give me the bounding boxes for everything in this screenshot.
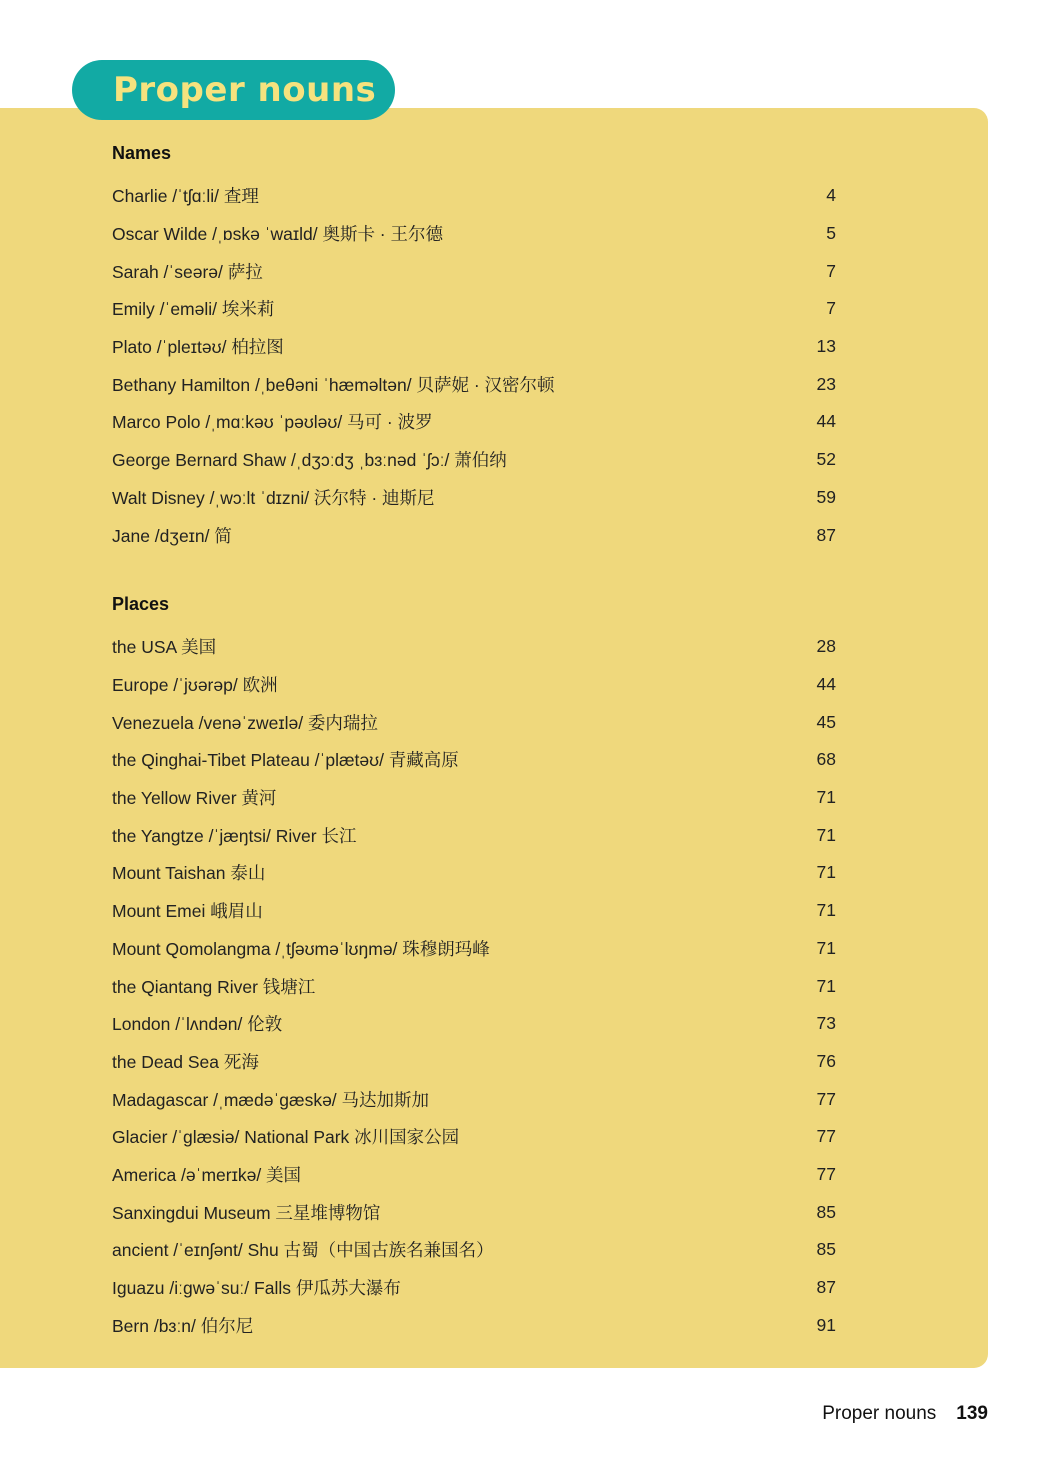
- index-entry: [112, 215, 836, 253]
- index-entry: [112, 479, 836, 517]
- index-entry: [112, 441, 836, 479]
- entry-text: Bern /bɜːn/ 伯尔尼: [112, 1315, 254, 1336]
- entry-text: Sanxingdui Museum 三星堆博物馆: [112, 1202, 381, 1223]
- index-entry: [112, 1156, 836, 1194]
- index-entry: [112, 741, 836, 779]
- index-entry: [112, 666, 836, 704]
- entry-text: the Yellow River 黄河: [112, 788, 277, 809]
- entry-text: Bethany Hamilton /ˌbeθəni ˈhæməltən/ 贝萨妮 · 汉密尔顿: [112, 374, 555, 395]
- index-entry: [112, 403, 836, 441]
- entry-text: Glacier /ˈɡlæsiə/ National Park 冰川国家公园: [112, 1127, 460, 1148]
- entry-text: the Qiantang River 钱塘江: [112, 976, 316, 997]
- index-entry: [112, 328, 836, 366]
- entry-text: the USA 美国: [112, 637, 217, 658]
- names-section: [112, 139, 836, 554]
- entry-page-number: 13: [816, 336, 836, 357]
- entry-page-number: 59: [816, 486, 836, 507]
- names-list: [112, 177, 836, 554]
- names-heading: Names: [112, 143, 172, 163]
- index-entry: [112, 365, 836, 403]
- entry-text: Iguazu /iːɡwəˈsuː/ Falls 伊瓜苏大瀑布: [112, 1278, 401, 1299]
- index-entry: [112, 1306, 836, 1344]
- entry-text: Plato /ˈpleɪtəʊ/ 柏拉图: [112, 337, 284, 358]
- entry-page-number: 4: [826, 185, 836, 206]
- entry-text: Emily /ˈeməli/ 埃米莉: [112, 299, 275, 320]
- entry-page-number: 23: [816, 373, 836, 394]
- index-entry: [112, 854, 836, 892]
- footer-label: Proper nouns: [822, 1403, 937, 1424]
- entry-page-number: 44: [816, 674, 836, 695]
- entry-text: ancient /ˈeɪnʃənt/ Shu 古蜀（中国古族名兼国名）: [112, 1240, 494, 1261]
- entry-text: Europe /ˈjʊərəp/ 欧洲: [112, 675, 278, 696]
- page-title: Proper nouns: [72, 60, 395, 120]
- entry-page-number: 85: [816, 1239, 836, 1260]
- entry-text: George Bernard Shaw /ˌdʒɔːdʒ ˌbɜːnəd ˈʃɔː/ 萧伯纳: [112, 450, 507, 471]
- entry-text: Marco Polo /ˌmɑːkəʊ ˈpəʊləʊ/ 马可 · 波罗: [112, 412, 433, 433]
- index-entry: [112, 1118, 836, 1156]
- index-entry: [112, 1269, 836, 1307]
- entry-page-number: 87: [816, 524, 836, 545]
- entry-text: Madagascar /ˌmædəˈɡæskə/ 马达加斯加: [112, 1089, 430, 1110]
- index-entry: [112, 892, 836, 930]
- index-entry: [112, 967, 836, 1005]
- index-entry: [112, 1043, 836, 1081]
- entry-page-number: 71: [816, 900, 836, 921]
- entry-page-number: 68: [816, 749, 836, 770]
- entry-page-number: 73: [816, 1013, 836, 1034]
- entry-page-number: 45: [816, 711, 836, 732]
- entry-page-number: 85: [816, 1201, 836, 1222]
- entry-page-number: 87: [816, 1277, 836, 1298]
- page-footer: [822, 1403, 988, 1425]
- entry-text: Sarah /ˈseərə/ 萨拉: [112, 261, 263, 282]
- entry-page-number: 5: [826, 223, 836, 244]
- index-entry: [112, 177, 836, 215]
- entry-page-number: 71: [816, 862, 836, 883]
- entry-text: Mount Emei 峨眉山: [112, 901, 263, 922]
- entry-page-number: 77: [816, 1088, 836, 1109]
- entry-text: Mount Qomolangma /ˌtʃəʊməˈlʊŋmə/ 珠穆朗玛峰: [112, 938, 490, 959]
- entry-text: Jane /dʒeɪn/ 简: [112, 525, 232, 546]
- entry-page-number: 28: [816, 636, 836, 657]
- entry-page-number: 44: [816, 411, 836, 432]
- entry-text: the Dead Sea 死海: [112, 1051, 259, 1072]
- entry-page-number: 77: [816, 1163, 836, 1184]
- index-entry: [112, 816, 836, 854]
- index-entry: [112, 779, 836, 817]
- entry-page-number: 71: [816, 937, 836, 958]
- index-entry: [112, 290, 836, 328]
- index-entry: [112, 1231, 836, 1269]
- index-entry: [112, 1193, 836, 1231]
- entry-text: Venezuela /venəˈzweɪlə/ 委内瑞拉: [112, 712, 378, 733]
- entry-text: Charlie /ˈtʃɑːli/ 查理: [112, 186, 259, 207]
- places-heading: Places: [112, 594, 170, 614]
- entry-page-number: 76: [816, 1050, 836, 1071]
- entry-page-number: 71: [816, 824, 836, 845]
- entry-page-number: 71: [816, 787, 836, 808]
- entry-page-number: 71: [816, 975, 836, 996]
- entry-page-number: 7: [826, 260, 836, 281]
- entry-page-number: 91: [816, 1314, 836, 1335]
- entry-text: Mount Taishan 泰山: [112, 863, 266, 884]
- index-entry: [112, 1080, 836, 1118]
- footer-page-number: 139: [956, 1403, 988, 1424]
- places-section: [112, 590, 836, 1344]
- places-list: [112, 628, 836, 1344]
- entry-text: Walt Disney /ˌwɔːlt ˈdɪzni/ 沃尔特 · 迪斯尼: [112, 487, 435, 508]
- entry-text: the Yangtze /ˈjæŋtsi/ River 长江: [112, 825, 357, 846]
- index-entry: [112, 1005, 836, 1043]
- entry-page-number: 77: [816, 1126, 836, 1147]
- index-entry: [112, 930, 836, 968]
- entry-text: London /ˈlʌndən/ 伦敦: [112, 1014, 283, 1035]
- entry-text: Oscar Wilde /ˌɒskə ˈwaɪld/ 奥斯卡 · 王尔德: [112, 224, 443, 245]
- index-entry: [112, 703, 836, 741]
- entry-page-number: 7: [826, 298, 836, 319]
- index-entry: [112, 252, 836, 290]
- index-entry: [112, 628, 836, 666]
- entry-page-number: 52: [816, 449, 836, 470]
- index-entry: [112, 516, 836, 554]
- entry-text: America /əˈmerɪkə/ 美国: [112, 1164, 302, 1185]
- entry-text: the Qinghai-Tibet Plateau /ˈplætəʊ/ 青藏高原: [112, 750, 459, 771]
